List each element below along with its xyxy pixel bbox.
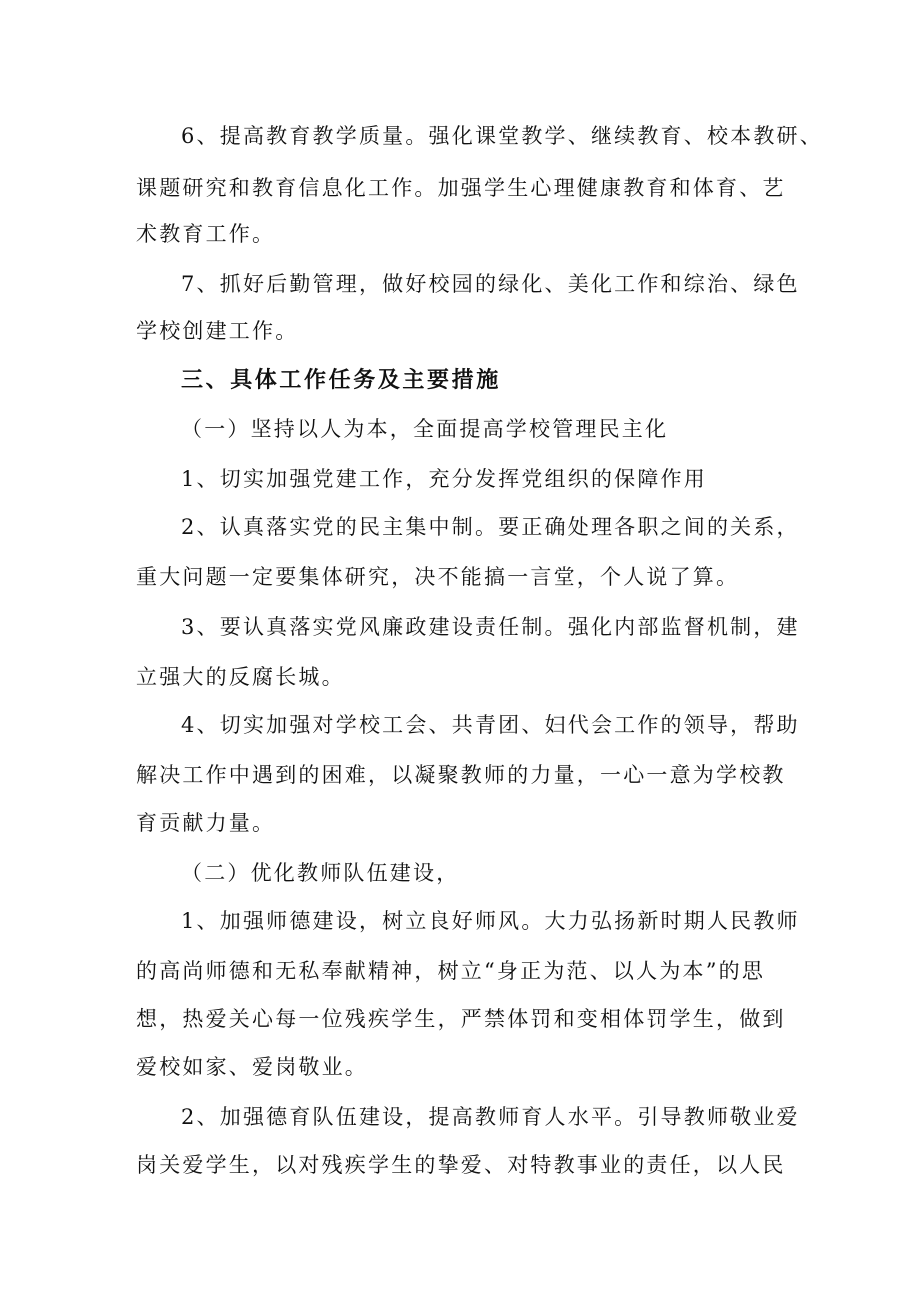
item-3-line-1: 3、要认真落实党风廉政建设责任制。强化内部监督机制，建	[181, 615, 800, 639]
item-2-line-2: 重大问题一定要集体研究，决不能搞一言堂，个人说了算。	[136, 565, 740, 589]
paragraph-6-line-1: 6、提高教育教学质量。强化课堂教学、继续教育、校本教研、	[181, 124, 823, 148]
item-4-line-2: 解决工作中遇到的困难，以凝聚教师的力量，一心一意为学校教	[136, 763, 786, 787]
paragraph-7-line-1: 7、抓好后勤管理，做好校园的绿化、美化工作和综治、绿色	[181, 272, 800, 296]
item-1-line-1: 1、切实加强党建工作，充分发挥党组织的保障作用	[181, 467, 707, 491]
subsection-2-title: （二）优化教师队伍建设，	[181, 861, 460, 885]
teacher-item-2-line-1: 2、加强德育队伍建设，提高教师育人水平。引导教师敬业爱	[181, 1105, 800, 1129]
item-2-line-1: 2、认真落实党的民主集中制。要正确处理各职之间的关系，	[181, 515, 800, 539]
teacher-item-2-line-2: 岗关爱学生，以对残疾学生的挚爱、对特教事业的责任，以人民	[136, 1153, 786, 1177]
item-3-line-2: 立强大的反腐长城。	[136, 665, 345, 689]
paragraph-6-line-3: 术教育工作。	[136, 222, 276, 246]
paragraph-6-line-2: 课题研究和教育信息化工作。加强学生心理健康教育和体育、艺	[136, 176, 786, 200]
section-heading: 三、具体工作任务及主要措施	[181, 368, 501, 393]
item-4-line-1: 4、切实加强对学校工会、共青团、妇代会工作的领导，帮助	[181, 713, 800, 737]
item-4-line-3: 育贡献力量。	[136, 811, 276, 835]
teacher-item-1-line-4: 爱校如家、爱岗敬业。	[136, 1055, 368, 1079]
subsection-1-title: （一）坚持以人为本，全面提高学校管理民主化	[181, 417, 669, 441]
teacher-item-1-line-3: 想，热爱关心每一位残疾学生，严禁体罚和变相体罚学生，做到	[136, 1007, 786, 1031]
paragraph-7-line-2: 学校创建工作。	[136, 319, 299, 343]
teacher-item-1-line-1: 1、加强师德建设，树立良好师风。大力弘扬新时期人民教师	[181, 909, 800, 933]
teacher-item-1-line-2: 的高尚师德和无私奉献精神，树立“身正为范、以人为本”的思	[136, 959, 766, 983]
